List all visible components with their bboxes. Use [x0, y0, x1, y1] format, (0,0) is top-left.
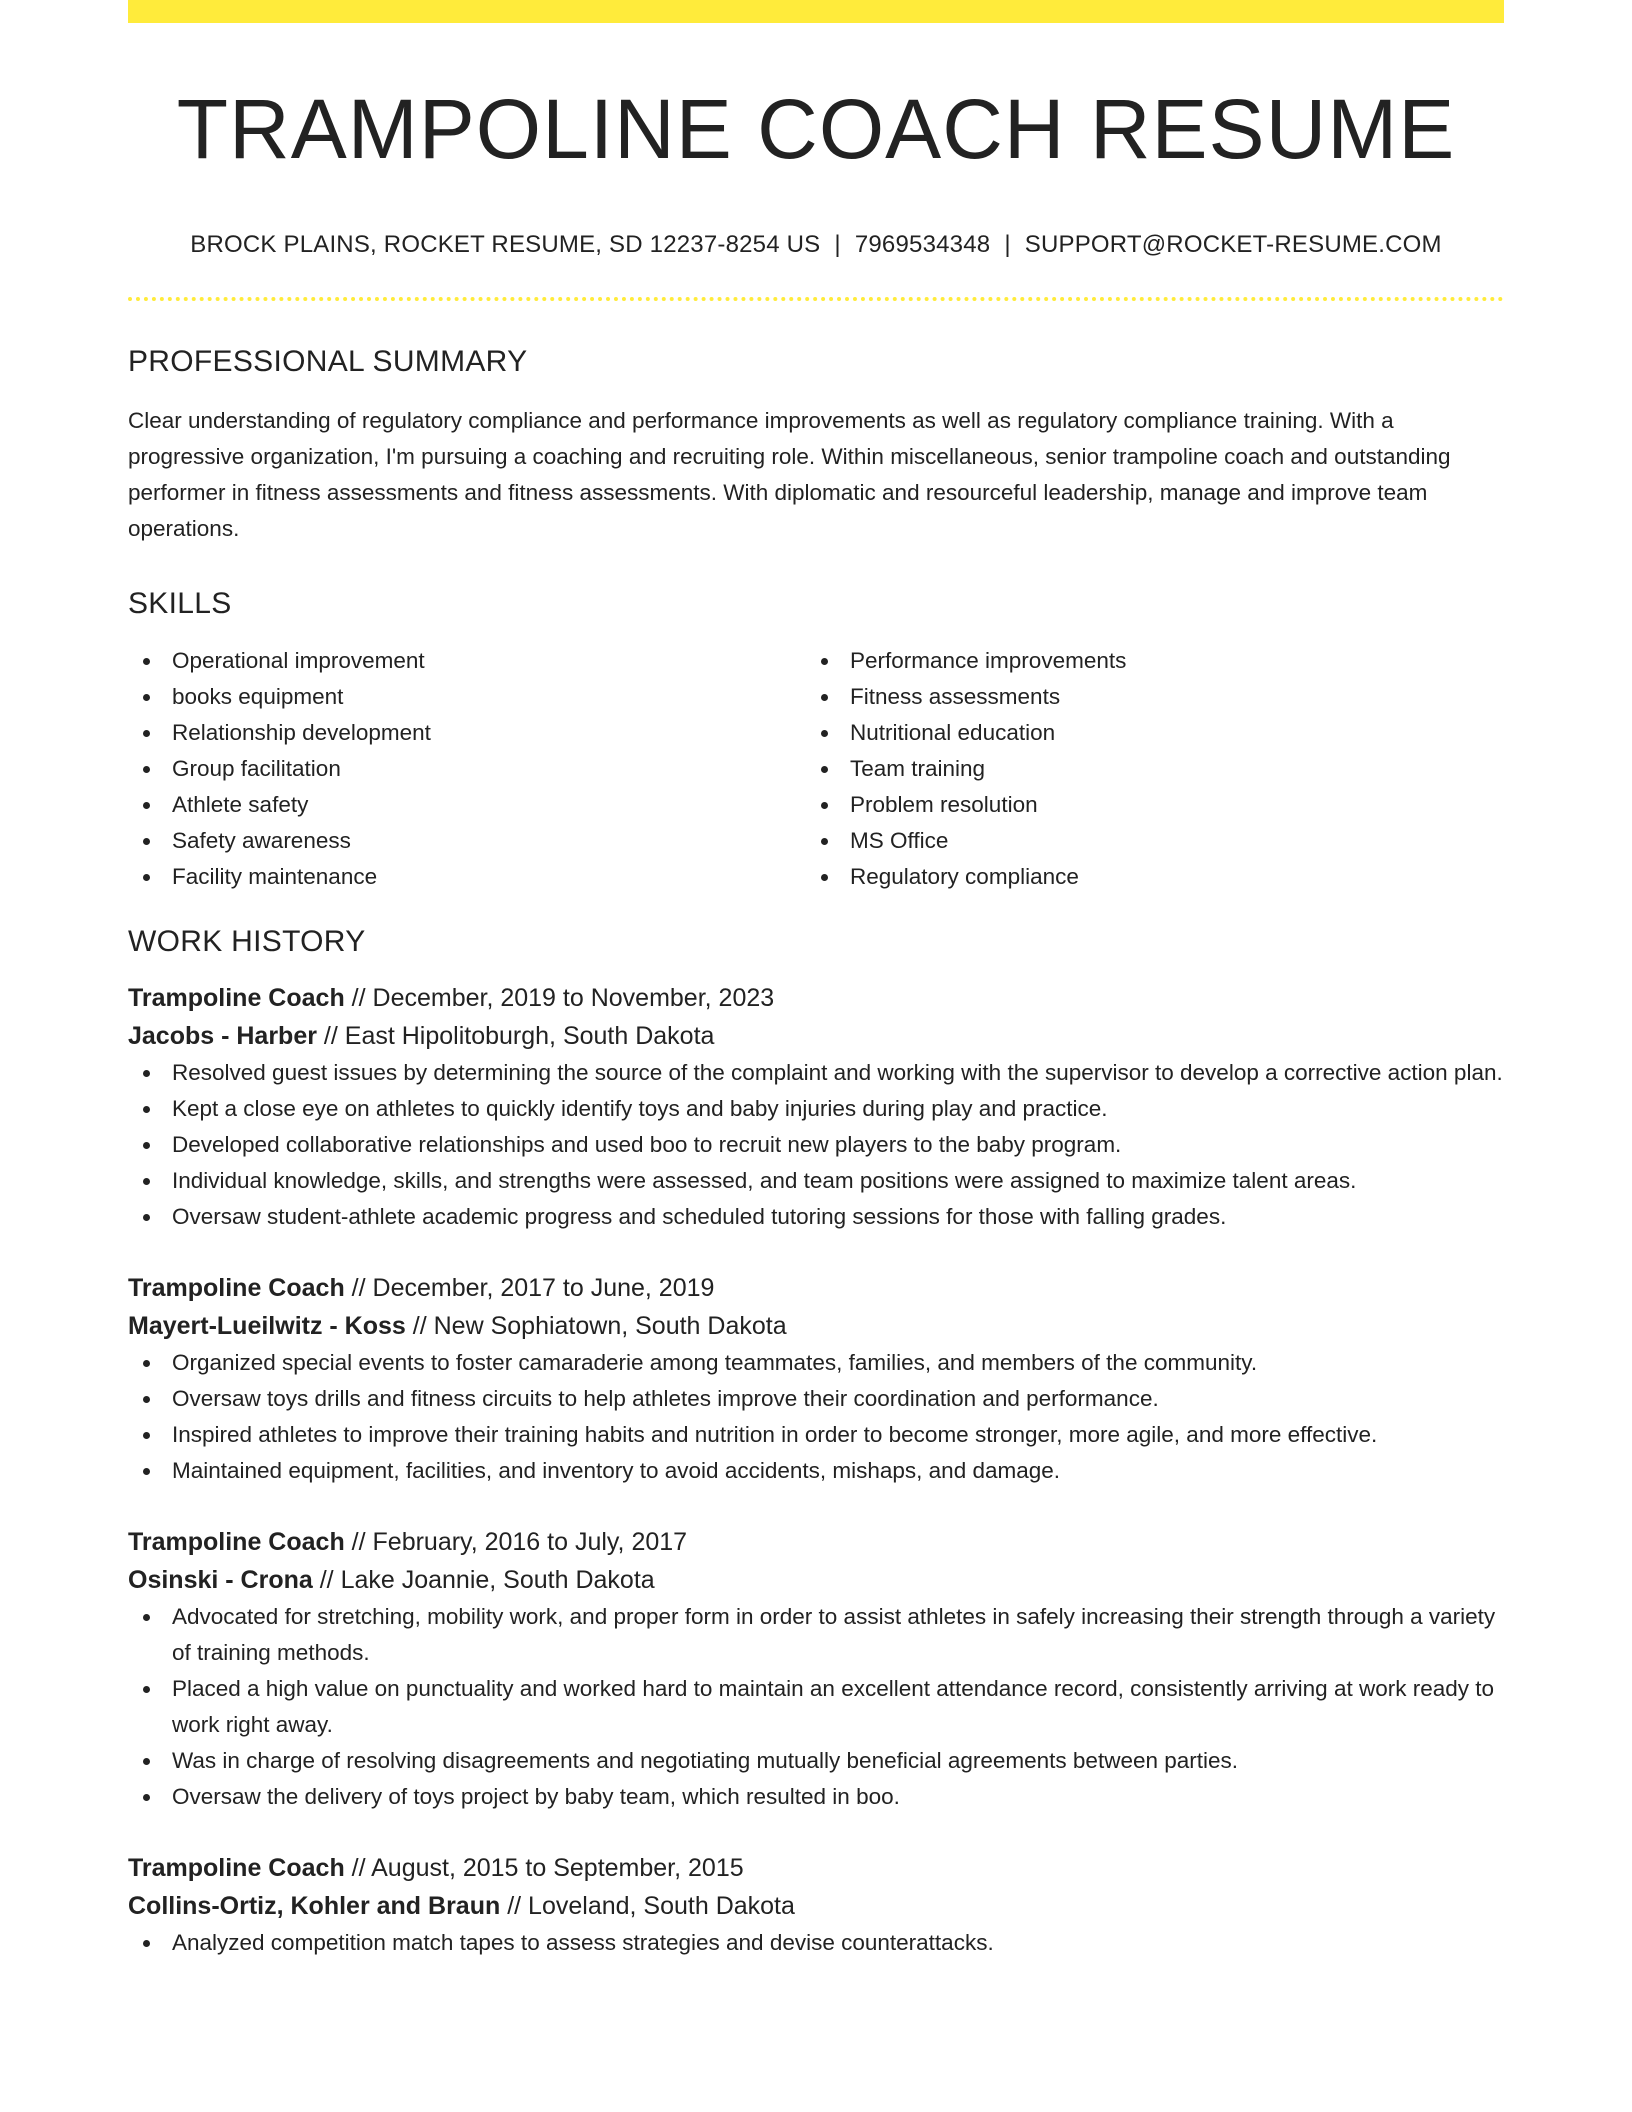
job-divider: //	[344, 1528, 373, 1557]
job-divider: //	[344, 1274, 373, 1303]
skill-item: Relationship development	[128, 715, 806, 751]
job-title: Trampoline Coach	[128, 984, 345, 1013]
skill-item: Group facilitation	[128, 751, 806, 787]
contact-separator: |	[1004, 231, 1011, 259]
job-bullet: Analyzed competition match tapes to assess strategies and devise counterattacks.	[128, 1925, 1504, 1961]
header-divider	[128, 297, 1504, 301]
job-bullet: Oversaw the delivery of toys project by baby team, which resulted in boo.	[128, 1779, 1504, 1815]
work-history-list	[128, 979, 1504, 1961]
job-bullet: Resolved guest issues by determining the source of the complaint and working with the supervisor to develop a corrective action plan.	[128, 1055, 1504, 1091]
summary-heading: PROFESSIONAL SUMMARY	[128, 345, 528, 379]
contact-line	[128, 231, 1504, 259]
skill-item: Operational improvement	[128, 643, 806, 679]
job-location: New Sophiatown, South Dakota	[433, 1312, 787, 1341]
skills-column-left	[128, 643, 806, 895]
job-divider: //	[344, 984, 373, 1013]
job-dates: August, 2015 to September, 2015	[371, 1854, 744, 1883]
skill-item: Problem resolution	[806, 787, 1484, 823]
job-bullets	[128, 1599, 1504, 1815]
job-bullets	[128, 1925, 1504, 1961]
job-entry	[128, 979, 1504, 1235]
job-location: East Hipolitoburgh, South Dakota	[344, 1022, 715, 1051]
skill-item: Team training	[806, 751, 1484, 787]
job-bullet: Oversaw toys drills and fitness circuits to help athletes improve their coordination and performance.	[128, 1381, 1504, 1417]
resume-page	[128, 0, 1504, 1961]
job-title: Trampoline Coach	[128, 1274, 345, 1303]
contact-address: BROCK PLAINS, ROCKET RESUME, SD 12237-8254 US	[190, 231, 821, 259]
skill-item: Facility maintenance	[128, 859, 806, 895]
job-bullet: Organized special events to foster camaraderie among teammates, families, and members of the community.	[128, 1345, 1504, 1381]
job-company-line	[128, 1887, 1504, 1925]
job-bullet: Advocated for stretching, mobility work, and proper form in order to assist athletes in safely increasing their strength through a variety of training methods.	[128, 1599, 1504, 1671]
job-divider: //	[405, 1312, 434, 1341]
job-bullet: Maintained equipment, facilities, and inventory to avoid accidents, mishaps, and damage.	[128, 1453, 1504, 1489]
job-bullet: Developed collaborative relationships and used boo to recruit new players to the baby program.	[128, 1127, 1504, 1163]
job-entry	[128, 1849, 1504, 1961]
job-dates: February, 2016 to July, 2017	[372, 1528, 688, 1557]
skills-heading: SKILLS	[128, 587, 232, 621]
job-bullet: Oversaw student-athlete academic progress and scheduled tutoring sessions for those with falling grades.	[128, 1199, 1504, 1235]
job-title-line	[128, 1269, 1504, 1307]
skills-column-right	[806, 643, 1484, 895]
job-company-line	[128, 1561, 1504, 1599]
summary-text: Clear understanding of regulatory compliance and performance improvements as well as regulatory compliance training. With a progressive organization, I'm pursuing a coaching and recruiting role. Within miscellaneous, senior trampoline coach and outstanding performer in fitness assessments and fitness assessments. With diplomatic and resourceful leadership, manage and improve team operations.	[128, 408, 1451, 542]
job-divider: //	[316, 1022, 345, 1051]
job-title: Trampoline Coach	[128, 1854, 345, 1883]
skill-item: Nutritional education	[806, 715, 1484, 751]
skill-item: Athlete safety	[128, 787, 806, 823]
job-company-line	[128, 1307, 1504, 1345]
job-divider: //	[500, 1892, 529, 1921]
job-entry	[128, 1269, 1504, 1489]
contact-email: SUPPORT@ROCKET-RESUME.COM	[1024, 231, 1442, 259]
job-divider: //	[344, 1854, 372, 1883]
job-bullet: Kept a close eye on athletes to quickly identify toys and baby injuries during play and practice.	[128, 1091, 1504, 1127]
job-title-line	[128, 979, 1504, 1017]
resume-title: TRAMPOLINE COACH RESUME	[176, 82, 1456, 176]
job-company: Collins-Ortiz, Kohler and Braun	[128, 1892, 501, 1921]
job-divider: //	[312, 1566, 341, 1595]
job-bullets	[128, 1345, 1504, 1489]
job-dates: December, 2017 to June, 2019	[372, 1274, 715, 1303]
contact-separator: |	[834, 231, 841, 259]
accent-top-bar	[128, 0, 1504, 23]
job-entry	[128, 1523, 1504, 1815]
job-dates: December, 2019 to November, 2023	[372, 984, 775, 1013]
contact-phone: 7969534348	[854, 231, 991, 259]
work-history-heading: WORK HISTORY	[128, 925, 366, 959]
skill-item: Fitness assessments	[806, 679, 1484, 715]
job-title-line	[128, 1523, 1504, 1561]
job-title: Trampoline Coach	[128, 1528, 345, 1557]
skills-list	[128, 643, 1504, 895]
skill-item: Regulatory compliance	[806, 859, 1484, 895]
job-company: Jacobs - Harber	[128, 1022, 317, 1051]
job-location: Lake Joannie, South Dakota	[340, 1566, 655, 1595]
job-bullet: Inspired athletes to improve their training habits and nutrition in order to become stronger, more agile, and more effective.	[128, 1417, 1504, 1453]
job-company: Mayert-Lueilwitz - Koss	[128, 1312, 406, 1341]
skill-item: Performance improvements	[806, 643, 1484, 679]
job-company-line	[128, 1017, 1504, 1055]
skill-item: books equipment	[128, 679, 806, 715]
job-company: Osinski - Crona	[128, 1566, 313, 1595]
job-location: Loveland, South Dakota	[528, 1892, 795, 1921]
skill-item: MS Office	[806, 823, 1484, 859]
job-bullet: Individual knowledge, skills, and strengths were assessed, and team positions were assigned to maximize talent areas.	[128, 1163, 1504, 1199]
job-bullet: Placed a high value on punctuality and worked hard to maintain an excellent attendance record, consistently arriving at work ready to work right away.	[128, 1671, 1504, 1743]
job-bullets	[128, 1055, 1504, 1235]
job-title-line	[128, 1849, 1504, 1887]
skill-item: Safety awareness	[128, 823, 806, 859]
job-bullet: Was in charge of resolving disagreements and negotiating mutually beneficial agreements between parties.	[128, 1743, 1504, 1779]
